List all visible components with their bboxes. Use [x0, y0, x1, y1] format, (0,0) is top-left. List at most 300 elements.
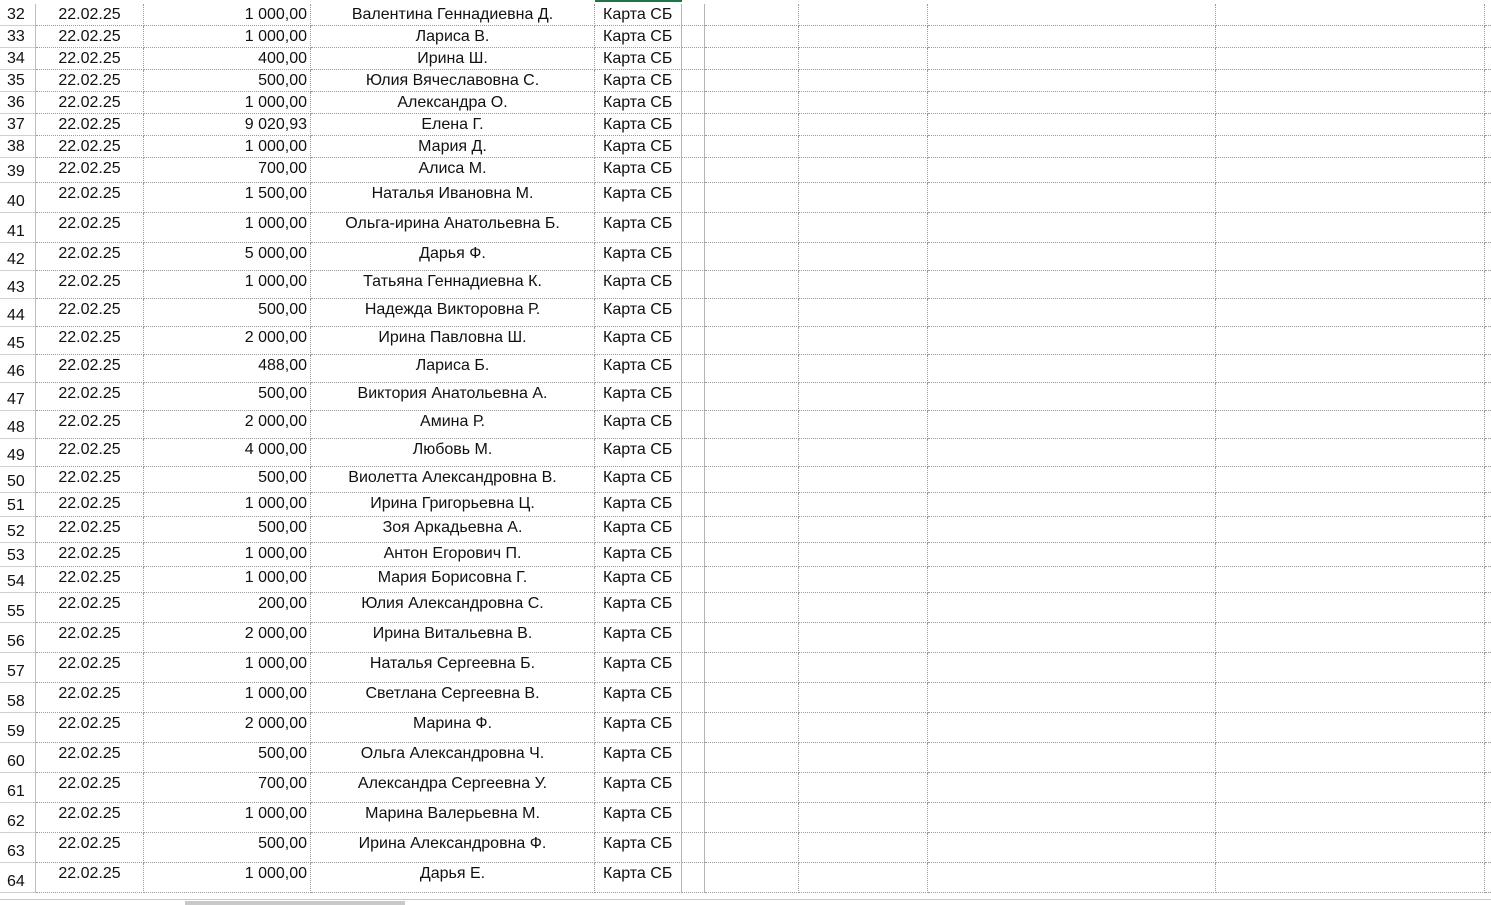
empty-cell[interactable] [928, 517, 1216, 543]
payment-method-cell[interactable] [595, 114, 682, 136]
empty-cell[interactable] [1216, 623, 1485, 653]
empty-cell[interactable] [799, 833, 928, 863]
empty-cell[interactable] [705, 114, 799, 136]
date-cell[interactable] [36, 593, 144, 623]
empty-cell[interactable] [928, 243, 1216, 271]
payer-name-cell[interactable] [311, 355, 595, 383]
empty-cell[interactable] [1485, 517, 1491, 543]
date-cell[interactable] [36, 467, 144, 493]
empty-cell[interactable] [705, 355, 799, 383]
empty-cell[interactable] [1485, 833, 1491, 863]
empty-cell[interactable] [1216, 863, 1485, 893]
amount-cell[interactable] [144, 773, 311, 803]
empty-cell[interactable] [705, 4, 799, 26]
payer-name-cell[interactable] [311, 713, 595, 743]
empty-cell[interactable] [682, 803, 705, 833]
empty-cell[interactable] [799, 213, 928, 243]
amount-cell[interactable] [144, 114, 311, 136]
empty-cell[interactable] [1485, 683, 1491, 713]
empty-cell[interactable] [705, 92, 799, 114]
payment-method-cell[interactable] [595, 213, 682, 243]
empty-cell[interactable] [682, 411, 705, 439]
payer-name-cell[interactable] [311, 863, 595, 893]
empty-cell[interactable] [705, 567, 799, 593]
empty-cell[interactable] [928, 383, 1216, 411]
payer-name-cell[interactable] [311, 567, 595, 593]
empty-cell[interactable] [799, 158, 928, 183]
date-cell[interactable] [36, 863, 144, 893]
payer-name-cell[interactable] [311, 517, 595, 543]
date-cell[interactable] [36, 653, 144, 683]
amount-cell[interactable] [144, 493, 311, 517]
empty-cell[interactable] [682, 653, 705, 683]
payment-method-cell[interactable] [595, 467, 682, 493]
empty-cell[interactable] [1485, 593, 1491, 623]
row-header[interactable] [0, 593, 36, 623]
empty-cell[interactable] [682, 26, 705, 48]
payment-method-cell[interactable] [595, 92, 682, 114]
amount-cell[interactable] [144, 299, 311, 327]
amount-cell[interactable] [144, 567, 311, 593]
amount-cell[interactable] [144, 183, 311, 213]
empty-cell[interactable] [1216, 70, 1485, 92]
empty-cell[interactable] [1485, 213, 1491, 243]
empty-cell[interactable] [799, 803, 928, 833]
empty-cell[interactable] [799, 48, 928, 70]
empty-cell[interactable] [928, 213, 1216, 243]
date-cell[interactable] [36, 213, 144, 243]
empty-cell[interactable] [928, 299, 1216, 327]
amount-cell[interactable] [144, 653, 311, 683]
empty-cell[interactable] [705, 713, 799, 743]
empty-cell[interactable] [799, 467, 928, 493]
payment-method-cell[interactable] [595, 833, 682, 863]
empty-cell[interactable] [682, 683, 705, 713]
date-cell[interactable] [36, 271, 144, 299]
empty-cell[interactable] [705, 543, 799, 567]
payer-name-cell[interactable] [311, 158, 595, 183]
empty-cell[interactable] [928, 773, 1216, 803]
amount-cell[interactable] [144, 863, 311, 893]
empty-cell[interactable] [1485, 411, 1491, 439]
empty-cell[interactable] [1485, 803, 1491, 833]
amount-cell[interactable] [144, 743, 311, 773]
empty-cell[interactable] [705, 213, 799, 243]
date-cell[interactable] [36, 543, 144, 567]
empty-cell[interactable] [1485, 467, 1491, 493]
empty-cell[interactable] [799, 299, 928, 327]
empty-cell[interactable] [928, 439, 1216, 467]
date-cell[interactable] [36, 623, 144, 653]
date-cell[interactable] [36, 4, 144, 26]
payer-name-cell[interactable] [311, 70, 595, 92]
row-header[interactable] [0, 543, 36, 567]
payment-method-cell[interactable] [595, 271, 682, 299]
empty-cell[interactable] [928, 593, 1216, 623]
payment-method-cell[interactable] [595, 493, 682, 517]
date-cell[interactable] [36, 327, 144, 355]
empty-cell[interactable] [799, 773, 928, 803]
empty-cell[interactable] [928, 92, 1216, 114]
row-header[interactable] [0, 383, 36, 411]
payer-name-cell[interactable] [311, 48, 595, 70]
empty-cell[interactable] [1216, 593, 1485, 623]
payment-method-cell[interactable] [595, 48, 682, 70]
empty-cell[interactable] [682, 439, 705, 467]
row-header[interactable] [0, 567, 36, 593]
empty-cell[interactable] [799, 567, 928, 593]
empty-cell[interactable] [928, 4, 1216, 26]
empty-cell[interactable] [1485, 439, 1491, 467]
empty-cell[interactable] [1216, 493, 1485, 517]
amount-cell[interactable] [144, 70, 311, 92]
empty-cell[interactable] [682, 863, 705, 893]
payment-method-cell[interactable] [595, 183, 682, 213]
empty-cell[interactable] [682, 713, 705, 743]
row-header[interactable] [0, 26, 36, 48]
payer-name-cell[interactable] [311, 183, 595, 213]
empty-cell[interactable] [682, 543, 705, 567]
empty-cell[interactable] [1216, 271, 1485, 299]
empty-cell[interactable] [705, 183, 799, 213]
empty-cell[interactable] [1485, 271, 1491, 299]
payer-name-cell[interactable] [311, 114, 595, 136]
empty-cell[interactable] [705, 467, 799, 493]
empty-cell[interactable] [1216, 243, 1485, 271]
row-header[interactable] [0, 683, 36, 713]
empty-cell[interactable] [928, 355, 1216, 383]
amount-cell[interactable] [144, 439, 311, 467]
payment-method-cell[interactable] [595, 355, 682, 383]
empty-cell[interactable] [682, 327, 705, 355]
payment-method-cell[interactable] [595, 713, 682, 743]
payment-method-cell[interactable] [595, 517, 682, 543]
empty-cell[interactable] [1485, 136, 1491, 158]
empty-cell[interactable] [1216, 773, 1485, 803]
row-header[interactable] [0, 743, 36, 773]
empty-cell[interactable] [928, 543, 1216, 567]
empty-cell[interactable] [682, 70, 705, 92]
amount-cell[interactable] [144, 467, 311, 493]
empty-cell[interactable] [928, 70, 1216, 92]
date-cell[interactable] [36, 713, 144, 743]
date-cell[interactable] [36, 70, 144, 92]
empty-cell[interactable] [1485, 567, 1491, 593]
empty-cell[interactable] [1216, 327, 1485, 355]
empty-cell[interactable] [1216, 833, 1485, 863]
date-cell[interactable] [36, 158, 144, 183]
date-cell[interactable] [36, 299, 144, 327]
empty-cell[interactable] [1485, 114, 1491, 136]
payment-method-cell[interactable] [595, 567, 682, 593]
empty-cell[interactable] [705, 158, 799, 183]
empty-cell[interactable] [928, 863, 1216, 893]
empty-cell[interactable] [1485, 653, 1491, 683]
empty-cell[interactable] [799, 243, 928, 271]
empty-cell[interactable] [1485, 355, 1491, 383]
empty-cell[interactable] [705, 773, 799, 803]
empty-cell[interactable] [799, 4, 928, 26]
payer-name-cell[interactable] [311, 26, 595, 48]
date-cell[interactable] [36, 183, 144, 213]
empty-cell[interactable] [799, 114, 928, 136]
empty-cell[interactable] [928, 136, 1216, 158]
empty-cell[interactable] [705, 653, 799, 683]
empty-cell[interactable] [799, 411, 928, 439]
date-cell[interactable] [36, 683, 144, 713]
payer-name-cell[interactable] [311, 383, 595, 411]
empty-cell[interactable] [705, 26, 799, 48]
payment-method-cell[interactable] [595, 803, 682, 833]
empty-cell[interactable] [1216, 653, 1485, 683]
empty-cell[interactable] [799, 70, 928, 92]
empty-cell[interactable] [1216, 183, 1485, 213]
row-header[interactable] [0, 4, 36, 26]
row-header[interactable] [0, 833, 36, 863]
empty-cell[interactable] [705, 833, 799, 863]
empty-cell[interactable] [705, 683, 799, 713]
payment-method-cell[interactable] [595, 653, 682, 683]
empty-cell[interactable] [705, 411, 799, 439]
empty-cell[interactable] [1485, 493, 1491, 517]
row-header[interactable] [0, 623, 36, 653]
row-header[interactable] [0, 803, 36, 833]
empty-cell[interactable] [1216, 467, 1485, 493]
date-cell[interactable] [36, 355, 144, 383]
date-cell[interactable] [36, 48, 144, 70]
empty-cell[interactable] [928, 48, 1216, 70]
amount-cell[interactable] [144, 543, 311, 567]
date-cell[interactable] [36, 567, 144, 593]
row-header[interactable] [0, 70, 36, 92]
empty-cell[interactable] [705, 517, 799, 543]
empty-cell[interactable] [799, 439, 928, 467]
empty-cell[interactable] [799, 183, 928, 213]
payer-name-cell[interactable] [311, 493, 595, 517]
payment-method-cell[interactable] [595, 411, 682, 439]
empty-cell[interactable] [682, 773, 705, 803]
payment-method-cell[interactable] [595, 299, 682, 327]
amount-cell[interactable] [144, 383, 311, 411]
empty-cell[interactable] [1216, 355, 1485, 383]
payer-name-cell[interactable] [311, 467, 595, 493]
empty-cell[interactable] [705, 743, 799, 773]
amount-cell[interactable] [144, 327, 311, 355]
empty-cell[interactable] [705, 383, 799, 411]
empty-cell[interactable] [1216, 383, 1485, 411]
empty-cell[interactable] [682, 833, 705, 863]
payer-name-cell[interactable] [311, 623, 595, 653]
empty-cell[interactable] [799, 543, 928, 567]
empty-cell[interactable] [682, 136, 705, 158]
empty-cell[interactable] [705, 271, 799, 299]
empty-cell[interactable] [1216, 136, 1485, 158]
amount-cell[interactable] [144, 136, 311, 158]
empty-cell[interactable] [1485, 70, 1491, 92]
row-header[interactable] [0, 183, 36, 213]
empty-cell[interactable] [682, 517, 705, 543]
row-header[interactable] [0, 92, 36, 114]
amount-cell[interactable] [144, 48, 311, 70]
date-cell[interactable] [36, 773, 144, 803]
payment-method-cell[interactable] [595, 158, 682, 183]
amount-cell[interactable] [144, 243, 311, 271]
empty-cell[interactable] [1485, 26, 1491, 48]
empty-cell[interactable] [1216, 114, 1485, 136]
empty-cell[interactable] [799, 26, 928, 48]
empty-cell[interactable] [705, 299, 799, 327]
empty-cell[interactable] [799, 92, 928, 114]
empty-cell[interactable] [799, 383, 928, 411]
payment-method-cell[interactable] [595, 543, 682, 567]
empty-cell[interactable] [1216, 803, 1485, 833]
row-header[interactable] [0, 327, 36, 355]
payment-method-cell[interactable] [595, 623, 682, 653]
empty-cell[interactable] [928, 833, 1216, 863]
payer-name-cell[interactable] [311, 243, 595, 271]
empty-cell[interactable] [705, 48, 799, 70]
empty-cell[interactable] [928, 683, 1216, 713]
row-header[interactable] [0, 114, 36, 136]
empty-cell[interactable] [705, 327, 799, 355]
empty-cell[interactable] [928, 183, 1216, 213]
empty-cell[interactable] [1216, 743, 1485, 773]
row-header[interactable] [0, 467, 36, 493]
payer-name-cell[interactable] [311, 833, 595, 863]
empty-cell[interactable] [1485, 48, 1491, 70]
empty-cell[interactable] [705, 70, 799, 92]
row-header[interactable] [0, 213, 36, 243]
empty-cell[interactable] [1216, 713, 1485, 743]
date-cell[interactable] [36, 136, 144, 158]
empty-cell[interactable] [682, 383, 705, 411]
date-cell[interactable] [36, 439, 144, 467]
amount-cell[interactable] [144, 158, 311, 183]
empty-cell[interactable] [1485, 743, 1491, 773]
date-cell[interactable] [36, 92, 144, 114]
payment-method-cell[interactable] [595, 70, 682, 92]
payer-name-cell[interactable] [311, 4, 595, 26]
empty-cell[interactable] [1485, 383, 1491, 411]
payment-method-cell[interactable] [595, 243, 682, 271]
row-header[interactable] [0, 863, 36, 893]
empty-cell[interactable] [799, 623, 928, 653]
empty-cell[interactable] [1216, 26, 1485, 48]
empty-cell[interactable] [1485, 713, 1491, 743]
empty-cell[interactable] [1216, 683, 1485, 713]
empty-cell[interactable] [1216, 4, 1485, 26]
empty-cell[interactable] [682, 158, 705, 183]
empty-cell[interactable] [799, 493, 928, 517]
payment-method-cell[interactable] [595, 327, 682, 355]
date-cell[interactable] [36, 743, 144, 773]
empty-cell[interactable] [1485, 158, 1491, 183]
date-cell[interactable] [36, 114, 144, 136]
payment-method-cell[interactable] [595, 439, 682, 467]
empty-cell[interactable] [799, 355, 928, 383]
amount-cell[interactable] [144, 26, 311, 48]
payer-name-cell[interactable] [311, 593, 595, 623]
empty-cell[interactable] [928, 623, 1216, 653]
empty-cell[interactable] [799, 517, 928, 543]
row-header[interactable] [0, 271, 36, 299]
row-header[interactable] [0, 653, 36, 683]
empty-cell[interactable] [682, 92, 705, 114]
row-header[interactable] [0, 439, 36, 467]
empty-cell[interactable] [799, 653, 928, 683]
empty-cell[interactable] [928, 327, 1216, 355]
empty-cell[interactable] [1216, 567, 1485, 593]
empty-cell[interactable] [705, 863, 799, 893]
amount-cell[interactable] [144, 683, 311, 713]
empty-cell[interactable] [1216, 439, 1485, 467]
empty-cell[interactable] [799, 743, 928, 773]
empty-cell[interactable] [928, 158, 1216, 183]
payer-name-cell[interactable] [311, 683, 595, 713]
empty-cell[interactable] [705, 593, 799, 623]
empty-cell[interactable] [705, 439, 799, 467]
empty-cell[interactable] [928, 26, 1216, 48]
date-cell[interactable] [36, 517, 144, 543]
empty-cell[interactable] [705, 243, 799, 271]
amount-cell[interactable] [144, 517, 311, 543]
date-cell[interactable] [36, 411, 144, 439]
row-header[interactable] [0, 136, 36, 158]
row-header[interactable] [0, 411, 36, 439]
empty-cell[interactable] [705, 803, 799, 833]
empty-cell[interactable] [1485, 299, 1491, 327]
empty-cell[interactable] [1485, 4, 1491, 26]
empty-cell[interactable] [928, 271, 1216, 299]
empty-cell[interactable] [682, 213, 705, 243]
date-cell[interactable] [36, 833, 144, 863]
date-cell[interactable] [36, 26, 144, 48]
empty-cell[interactable] [799, 683, 928, 713]
payment-method-cell[interactable] [595, 743, 682, 773]
payment-method-cell[interactable] [595, 593, 682, 623]
payer-name-cell[interactable] [311, 299, 595, 327]
amount-cell[interactable] [144, 271, 311, 299]
empty-cell[interactable] [928, 713, 1216, 743]
payer-name-cell[interactable] [311, 439, 595, 467]
payer-name-cell[interactable] [311, 653, 595, 683]
empty-cell[interactable] [928, 653, 1216, 683]
empty-cell[interactable] [1485, 623, 1491, 653]
payer-name-cell[interactable] [311, 411, 595, 439]
amount-cell[interactable] [144, 213, 311, 243]
amount-cell[interactable] [144, 833, 311, 863]
empty-cell[interactable] [705, 136, 799, 158]
amount-cell[interactable] [144, 623, 311, 653]
empty-cell[interactable] [799, 327, 928, 355]
empty-cell[interactable] [1485, 543, 1491, 567]
empty-cell[interactable] [1216, 543, 1485, 567]
empty-cell[interactable] [928, 411, 1216, 439]
amount-cell[interactable] [144, 4, 311, 26]
empty-cell[interactable] [682, 183, 705, 213]
amount-cell[interactable] [144, 411, 311, 439]
horizontal-scrollbar-thumb[interactable] [185, 901, 405, 905]
empty-cell[interactable] [928, 114, 1216, 136]
empty-cell[interactable] [682, 593, 705, 623]
empty-cell[interactable] [682, 4, 705, 26]
date-cell[interactable] [36, 243, 144, 271]
empty-cell[interactable] [928, 743, 1216, 773]
payment-method-cell[interactable] [595, 863, 682, 893]
empty-cell[interactable] [705, 623, 799, 653]
empty-cell[interactable] [1216, 411, 1485, 439]
payment-method-cell[interactable] [595, 26, 682, 48]
